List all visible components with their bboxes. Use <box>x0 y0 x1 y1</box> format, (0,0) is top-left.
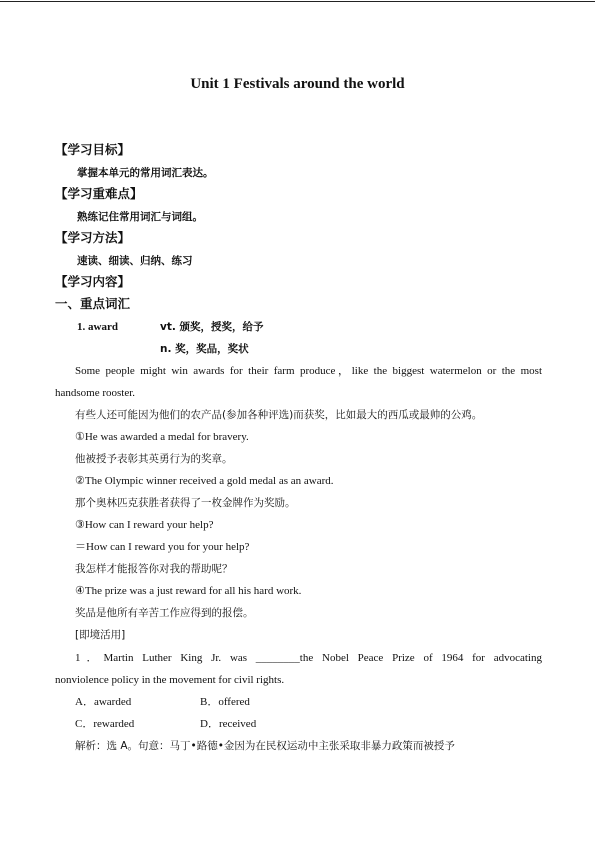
objectives-text: 掌握本单元的常用词汇表达。 <box>77 167 214 179</box>
option-d: D．received <box>200 718 257 730</box>
sentence-1-cn: 他被授予表彰其英勇行为的奖章。 <box>75 453 233 465</box>
sentence-3-cn: 我怎样才能报答你对我的帮助呢？ <box>75 563 233 575</box>
top-rule <box>0 1 595 2</box>
practice-label: [即境活用] <box>75 629 126 641</box>
question-line-1: 1．Martin Luther King Jr. was ________the Nobel Peace Prize of 1964 for advocating <box>75 652 542 664</box>
methods-text: 速读、细读、归纳、练习 <box>77 255 193 267</box>
key-points-text: 熟练记住常用词汇与词组。 <box>77 211 203 223</box>
option-c: C．rewarded <box>75 718 135 730</box>
example-en-line-1: Some people might win awards for their farm produce，like the biggest watermelon or the most <box>75 365 542 377</box>
key-points-heading: 【学习重难点】 <box>55 186 143 201</box>
content-heading: 【学习内容】 <box>55 274 131 289</box>
sentence-2-en: ②The Olympic winner received a gold medal as an award. <box>75 475 334 487</box>
vocab-heading: 一、重点词汇 <box>55 296 131 311</box>
methods-heading: 【学习方法】 <box>55 230 131 245</box>
question-line-2: nonviolence policy in the movement for civil rights. <box>55 674 285 686</box>
sentence-4-en: ④The prize was a just reward for all his hard work. <box>75 585 302 597</box>
entry-n-definition: n. 奖，奖品，奖状 <box>160 343 249 355</box>
sentence-4-cn: 奖品是他所有辛苦工作应得到的报偿。 <box>75 607 254 619</box>
option-a: A．awarded <box>75 696 132 708</box>
sentence-2-cn: 那个奥林匹克获胜者获得了一枚金牌作为奖励。 <box>75 497 296 509</box>
option-b: B．offered <box>200 696 250 708</box>
entry-vt-definition: vt. 颁奖，授奖，给予 <box>160 321 264 333</box>
sentence-3-en: ③How can I reward your help? <box>75 519 214 531</box>
entry-word: 1. award <box>77 321 118 333</box>
sentence-3-alt-en: ＝How can I reward you for your help? <box>75 541 250 553</box>
sentence-1-en: ①He was awarded a medal for bravery. <box>75 431 249 443</box>
analysis-text: 解析：选 A。句意：马丁•路德•金因为在民权运动中主张采取非暴力政策而被授予 <box>75 740 455 752</box>
example-cn-translation: 有些人还可能因为他们的农产品(参加各种评选)而获奖，比如最大的西瓜或最帅的公鸡。 <box>75 409 483 421</box>
page-title: Unit 1 Festivals around the world <box>190 76 405 92</box>
objectives-heading: 【学习目标】 <box>55 142 131 157</box>
example-en-line-2: handsome rooster. <box>55 387 136 399</box>
